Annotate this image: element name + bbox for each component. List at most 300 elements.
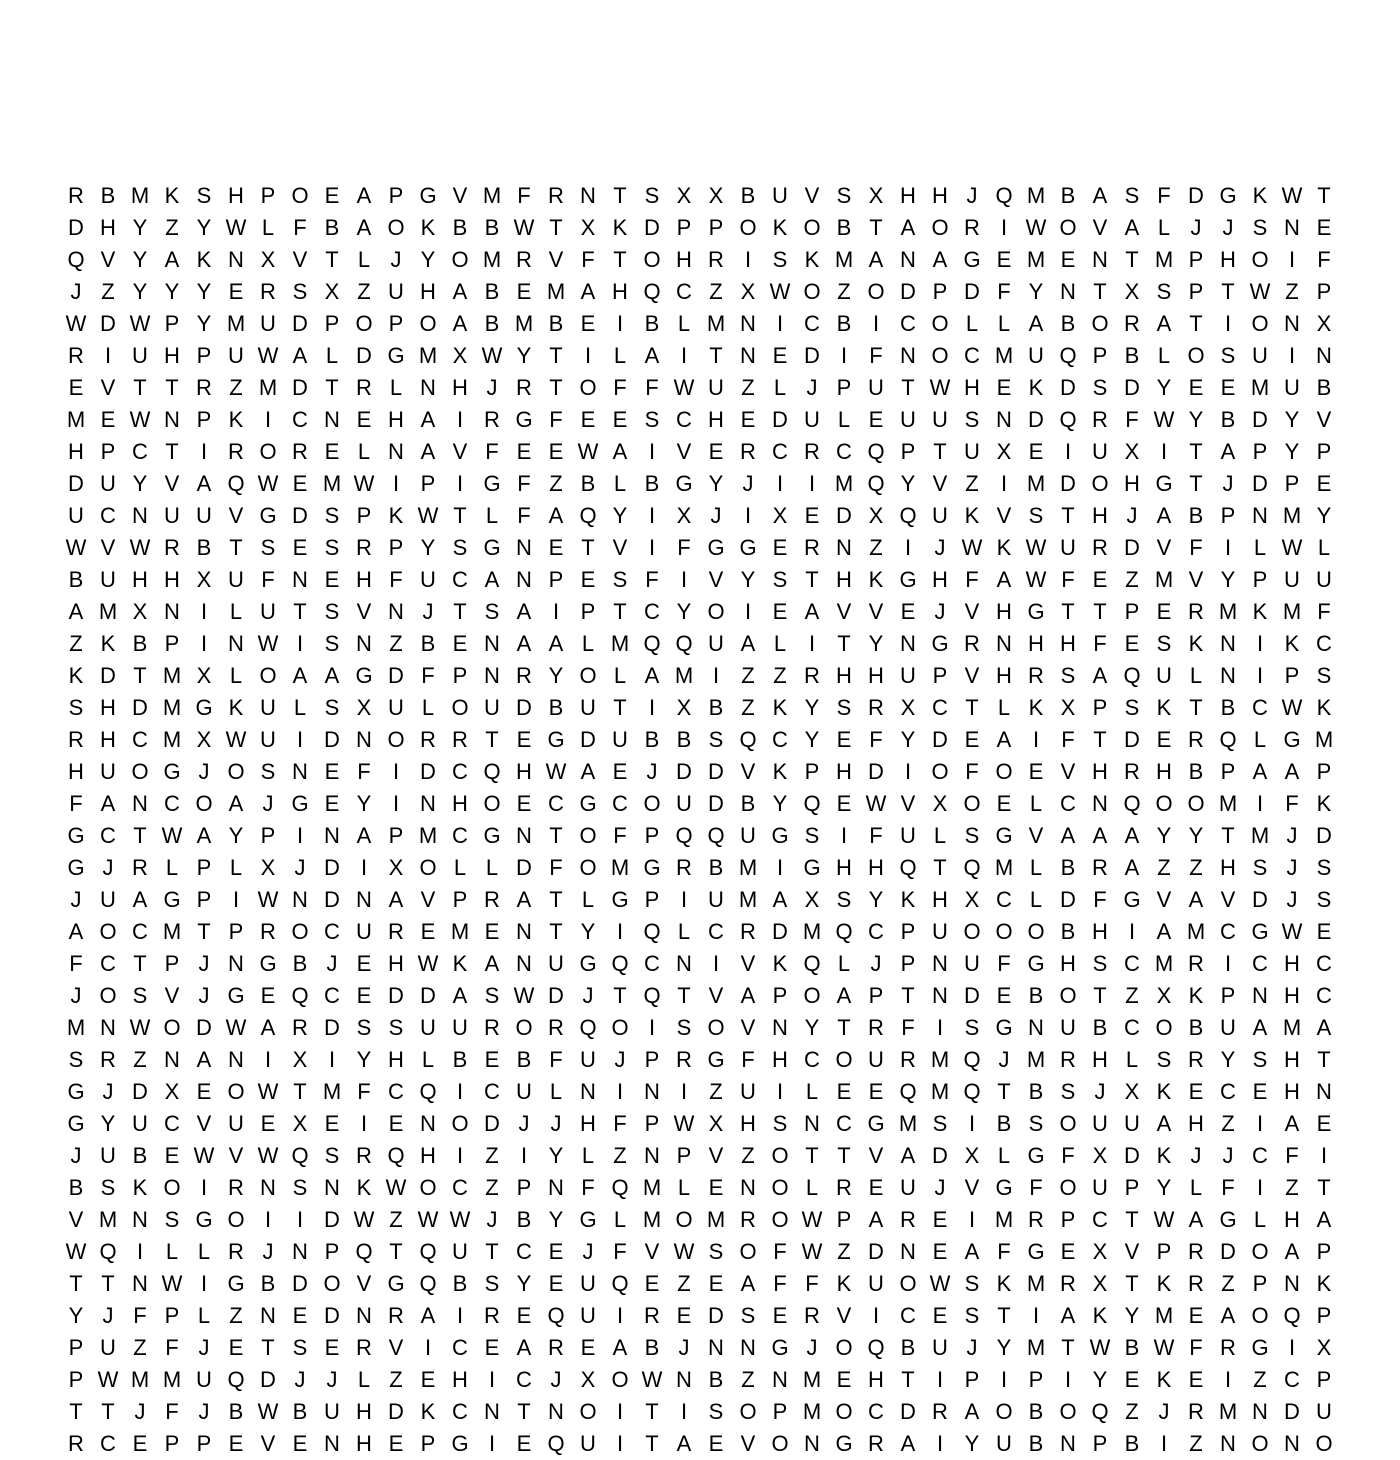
grid-cell[interactable]: U: [260, 695, 276, 720]
grid-cell[interactable]: U: [164, 503, 180, 528]
grid-cell[interactable]: P: [388, 183, 404, 208]
grid-cell[interactable]: J: [1126, 503, 1138, 528]
grid-cell[interactable]: W: [801, 1207, 823, 1232]
grid-cell[interactable]: K: [1156, 1079, 1172, 1104]
grid-cell[interactable]: I: [712, 663, 720, 688]
grid-cell[interactable]: O: [131, 759, 149, 784]
grid-cell[interactable]: P: [932, 663, 948, 688]
grid-cell[interactable]: N: [516, 535, 532, 560]
grid-cell[interactable]: L: [581, 1143, 595, 1168]
grid-cell[interactable]: A: [388, 887, 404, 912]
grid-cell[interactable]: C: [452, 759, 468, 784]
grid-cell[interactable]: E: [452, 631, 468, 656]
grid-cell[interactable]: M: [514, 311, 534, 336]
grid-cell[interactable]: J: [390, 247, 402, 272]
grid-cell[interactable]: B: [644, 471, 660, 496]
grid-cell[interactable]: N: [900, 631, 916, 656]
grid-cell[interactable]: D: [324, 1303, 340, 1328]
grid-cell[interactable]: N: [1252, 503, 1268, 528]
grid-cell[interactable]: O: [451, 1111, 469, 1136]
grid-cell[interactable]: M: [642, 1175, 662, 1200]
grid-cell[interactable]: J: [1190, 1143, 1202, 1168]
grid-cell[interactable]: A: [356, 215, 372, 240]
grid-cell[interactable]: Z: [133, 1047, 147, 1072]
grid-cell[interactable]: N: [228, 631, 244, 656]
grid-cell[interactable]: P: [868, 983, 884, 1008]
grid-cell[interactable]: S: [324, 631, 340, 656]
grid-cell[interactable]: F: [1093, 887, 1107, 912]
grid-cell[interactable]: A: [740, 631, 756, 656]
grid-cell[interactable]: M: [482, 183, 502, 208]
grid-cell[interactable]: A: [196, 471, 212, 496]
grid-cell[interactable]: P: [1092, 343, 1108, 368]
grid-cell[interactable]: B: [1028, 1399, 1044, 1424]
grid-cell[interactable]: E: [100, 407, 116, 432]
grid-cell[interactable]: B: [1028, 983, 1044, 1008]
grid-cell[interactable]: O: [579, 375, 597, 400]
grid-cell[interactable]: O: [643, 247, 661, 272]
grid-cell[interactable]: F: [1061, 567, 1075, 592]
grid-cell[interactable]: Y: [900, 471, 916, 496]
grid-cell[interactable]: F: [1093, 631, 1107, 656]
grid-cell[interactable]: N: [484, 663, 500, 688]
grid-cell[interactable]: N: [1284, 1271, 1300, 1296]
grid-cell[interactable]: I: [392, 759, 400, 784]
grid-cell[interactable]: D: [420, 983, 436, 1008]
grid-cell[interactable]: G: [451, 1431, 469, 1456]
grid-cell[interactable]: J: [1286, 887, 1298, 912]
grid-cell[interactable]: Q: [803, 951, 821, 976]
grid-cell[interactable]: P: [900, 951, 916, 976]
grid-cell[interactable]: S: [1124, 695, 1140, 720]
grid-cell[interactable]: L: [1029, 855, 1043, 880]
grid-cell[interactable]: E: [516, 1303, 532, 1328]
grid-cell[interactable]: C: [100, 951, 116, 976]
grid-cell[interactable]: M: [834, 247, 854, 272]
grid-cell[interactable]: E: [932, 1239, 948, 1264]
grid-cell[interactable]: A: [516, 1335, 532, 1360]
grid-cell[interactable]: I: [1064, 1367, 1072, 1392]
grid-cell[interactable]: L: [1125, 1047, 1139, 1072]
grid-cell[interactable]: A: [996, 567, 1012, 592]
grid-cell[interactable]: V: [164, 471, 180, 496]
grid-cell[interactable]: T: [1221, 823, 1235, 848]
grid-cell[interactable]: D: [1028, 407, 1044, 432]
grid-cell[interactable]: S: [1252, 215, 1268, 240]
grid-cell[interactable]: J: [1286, 855, 1298, 880]
grid-cell[interactable]: O: [931, 759, 949, 784]
grid-cell[interactable]: U: [676, 791, 692, 816]
grid-cell[interactable]: I: [296, 823, 304, 848]
grid-cell[interactable]: H: [388, 407, 404, 432]
grid-cell[interactable]: I: [264, 1047, 272, 1072]
grid-cell[interactable]: H: [932, 183, 948, 208]
grid-cell[interactable]: M: [610, 631, 630, 656]
grid-cell[interactable]: T: [1125, 1207, 1139, 1232]
grid-cell[interactable]: T: [293, 599, 307, 624]
grid-cell[interactable]: P: [644, 887, 660, 912]
grid-cell[interactable]: I: [1000, 215, 1008, 240]
grid-cell[interactable]: A: [548, 631, 564, 656]
grid-cell[interactable]: A: [740, 983, 756, 1008]
grid-cell[interactable]: W: [1281, 535, 1303, 560]
grid-cell[interactable]: H: [580, 1111, 596, 1136]
grid-cell[interactable]: B: [548, 311, 564, 336]
grid-cell[interactable]: B: [484, 215, 500, 240]
grid-cell[interactable]: O: [1155, 791, 1173, 816]
grid-cell[interactable]: R: [420, 727, 436, 752]
grid-cell[interactable]: S: [324, 599, 340, 624]
grid-cell[interactable]: A: [324, 663, 340, 688]
grid-cell[interactable]: C: [836, 439, 852, 464]
grid-cell[interactable]: D: [1124, 375, 1140, 400]
grid-cell[interactable]: N: [1092, 791, 1108, 816]
grid-cell[interactable]: E: [740, 407, 756, 432]
grid-cell[interactable]: H: [452, 375, 468, 400]
grid-cell[interactable]: E: [1316, 1111, 1332, 1136]
grid-cell[interactable]: H: [420, 1143, 436, 1168]
grid-cell[interactable]: I: [840, 343, 848, 368]
grid-cell[interactable]: U: [900, 663, 916, 688]
grid-cell[interactable]: K: [132, 1175, 148, 1200]
grid-cell[interactable]: N: [292, 759, 308, 784]
grid-cell[interactable]: G: [547, 727, 565, 752]
grid-cell[interactable]: Z: [165, 215, 179, 240]
grid-cell[interactable]: S: [964, 1271, 980, 1296]
grid-cell[interactable]: W: [97, 1367, 119, 1392]
grid-cell[interactable]: B: [708, 855, 724, 880]
grid-cell[interactable]: T: [1317, 183, 1331, 208]
grid-cell[interactable]: T: [133, 951, 147, 976]
grid-cell[interactable]: F: [613, 823, 627, 848]
grid-cell[interactable]: Q: [867, 439, 885, 464]
grid-cell[interactable]: H: [68, 439, 84, 464]
grid-cell[interactable]: R: [356, 535, 372, 560]
grid-cell[interactable]: H: [1188, 1111, 1204, 1136]
grid-cell[interactable]: I: [776, 1079, 784, 1104]
grid-cell[interactable]: A: [164, 247, 180, 272]
grid-cell[interactable]: P: [1188, 279, 1204, 304]
grid-cell[interactable]: O: [771, 1207, 789, 1232]
grid-cell[interactable]: L: [933, 823, 947, 848]
grid-cell[interactable]: G: [227, 983, 245, 1008]
grid-cell[interactable]: S: [260, 759, 276, 784]
grid-cell[interactable]: F: [1061, 727, 1075, 752]
grid-cell[interactable]: R: [740, 919, 756, 944]
grid-cell[interactable]: X: [292, 1111, 308, 1136]
grid-cell[interactable]: N: [484, 1399, 500, 1424]
grid-cell[interactable]: U: [260, 311, 276, 336]
grid-cell[interactable]: R: [548, 1015, 564, 1040]
grid-cell[interactable]: G: [291, 791, 309, 816]
grid-cell[interactable]: I: [456, 1303, 464, 1328]
grid-cell[interactable]: K: [996, 1271, 1012, 1296]
grid-cell[interactable]: C: [1220, 919, 1236, 944]
grid-cell[interactable]: O: [1251, 1239, 1269, 1264]
grid-cell[interactable]: P: [388, 311, 404, 336]
grid-cell[interactable]: Q: [1059, 343, 1077, 368]
grid-cell[interactable]: E: [1060, 247, 1076, 272]
grid-cell[interactable]: D: [324, 855, 340, 880]
grid-cell[interactable]: O: [323, 1271, 341, 1296]
grid-cell[interactable]: O: [803, 279, 821, 304]
grid-cell[interactable]: E: [292, 1303, 308, 1328]
grid-cell[interactable]: W: [1281, 919, 1303, 944]
grid-cell[interactable]: S: [1092, 951, 1108, 976]
grid-cell[interactable]: G: [707, 535, 725, 560]
grid-cell[interactable]: P: [1092, 1431, 1108, 1456]
grid-cell[interactable]: Z: [1125, 1399, 1139, 1424]
grid-cell[interactable]: A: [1092, 663, 1108, 688]
grid-cell[interactable]: S: [1316, 887, 1332, 912]
grid-cell[interactable]: X: [1124, 439, 1140, 464]
grid-cell[interactable]: W: [1025, 215, 1047, 240]
grid-cell[interactable]: V: [164, 983, 180, 1008]
grid-cell[interactable]: D: [900, 279, 916, 304]
grid-cell[interactable]: J: [198, 951, 210, 976]
grid-cell[interactable]: K: [1092, 1303, 1108, 1328]
grid-cell[interactable]: F: [357, 1079, 371, 1104]
grid-cell[interactable]: E: [1156, 599, 1172, 624]
grid-cell[interactable]: K: [1316, 791, 1332, 816]
grid-cell[interactable]: F: [613, 1239, 627, 1264]
grid-cell[interactable]: J: [102, 1303, 114, 1328]
grid-cell[interactable]: M: [1282, 599, 1302, 624]
grid-cell[interactable]: O: [483, 791, 501, 816]
grid-cell[interactable]: D: [196, 1015, 212, 1040]
grid-cell[interactable]: G: [1027, 1239, 1045, 1264]
grid-cell[interactable]: R: [164, 535, 180, 560]
grid-cell[interactable]: Y: [132, 471, 148, 496]
grid-cell[interactable]: O: [291, 183, 309, 208]
grid-cell[interactable]: S: [68, 695, 84, 720]
grid-cell[interactable]: B: [644, 311, 660, 336]
grid-cell[interactable]: G: [1155, 471, 1173, 496]
grid-cell[interactable]: E: [996, 983, 1012, 1008]
grid-cell[interactable]: H: [388, 951, 404, 976]
grid-cell[interactable]: Y: [964, 1431, 980, 1456]
grid-cell[interactable]: U: [260, 599, 276, 624]
grid-cell[interactable]: N: [932, 951, 948, 976]
grid-cell[interactable]: I: [776, 311, 784, 336]
grid-cell[interactable]: S: [292, 279, 308, 304]
grid-cell[interactable]: V: [708, 983, 724, 1008]
grid-cell[interactable]: K: [164, 183, 180, 208]
grid-cell[interactable]: U: [580, 1303, 596, 1328]
grid-cell[interactable]: E: [292, 535, 308, 560]
grid-cell[interactable]: T: [101, 1271, 115, 1296]
grid-cell[interactable]: D: [1124, 727, 1140, 752]
grid-cell[interactable]: F: [773, 1239, 787, 1264]
grid-cell[interactable]: I: [616, 311, 624, 336]
grid-cell[interactable]: F: [517, 471, 531, 496]
grid-cell[interactable]: M: [674, 663, 694, 688]
grid-cell[interactable]: X: [964, 887, 980, 912]
grid-cell[interactable]: N: [516, 951, 532, 976]
grid-cell[interactable]: C: [1124, 951, 1140, 976]
grid-cell[interactable]: P: [1316, 1367, 1332, 1392]
grid-cell[interactable]: R: [388, 1303, 404, 1328]
grid-cell[interactable]: S: [164, 1207, 180, 1232]
grid-cell[interactable]: O: [611, 1367, 629, 1392]
grid-cell[interactable]: A: [132, 887, 148, 912]
grid-cell[interactable]: E: [548, 535, 564, 560]
grid-cell[interactable]: U: [1284, 567, 1300, 592]
grid-cell[interactable]: Q: [899, 503, 917, 528]
grid-cell[interactable]: Z: [613, 1143, 627, 1168]
grid-cell[interactable]: R: [1188, 1047, 1204, 1072]
grid-cell[interactable]: H: [1092, 1047, 1108, 1072]
grid-cell[interactable]: J: [582, 983, 594, 1008]
grid-cell[interactable]: F: [613, 1111, 627, 1136]
grid-cell[interactable]: Z: [1189, 855, 1203, 880]
grid-cell[interactable]: T: [133, 375, 147, 400]
grid-cell[interactable]: F: [997, 1239, 1011, 1264]
grid-cell[interactable]: K: [1188, 631, 1204, 656]
grid-cell[interactable]: E: [868, 1175, 884, 1200]
grid-cell[interactable]: H: [900, 183, 916, 208]
grid-cell[interactable]: C: [132, 727, 148, 752]
grid-cell[interactable]: M: [98, 1207, 118, 1232]
grid-cell[interactable]: Y: [804, 727, 820, 752]
grid-cell[interactable]: O: [995, 1399, 1013, 1424]
grid-cell[interactable]: E: [516, 791, 532, 816]
grid-cell[interactable]: V: [740, 1015, 756, 1040]
grid-cell[interactable]: Q: [611, 1175, 629, 1200]
grid-cell[interactable]: N: [676, 951, 692, 976]
grid-cell[interactable]: O: [259, 663, 277, 688]
grid-cell[interactable]: O: [579, 855, 597, 880]
grid-cell[interactable]: I: [936, 1431, 944, 1456]
grid-cell[interactable]: K: [1156, 1271, 1172, 1296]
grid-cell[interactable]: C: [1284, 1367, 1300, 1392]
grid-cell[interactable]: H: [356, 567, 372, 592]
grid-cell[interactable]: V: [292, 247, 308, 272]
grid-cell[interactable]: A: [1220, 439, 1236, 464]
grid-cell[interactable]: R: [452, 727, 468, 752]
grid-cell[interactable]: D: [1284, 1399, 1300, 1424]
grid-cell[interactable]: M: [482, 247, 502, 272]
grid-cell[interactable]: Y: [420, 535, 436, 560]
grid-cell[interactable]: V: [1156, 535, 1172, 560]
grid-cell[interactable]: F: [645, 567, 659, 592]
grid-cell[interactable]: Y: [100, 1111, 116, 1136]
grid-cell[interactable]: N: [1028, 1015, 1044, 1040]
grid-cell[interactable]: S: [452, 535, 468, 560]
grid-cell[interactable]: X: [260, 247, 276, 272]
grid-cell[interactable]: C: [644, 951, 660, 976]
grid-cell[interactable]: N: [708, 1335, 724, 1360]
grid-cell[interactable]: N: [228, 951, 244, 976]
grid-cell[interactable]: P: [100, 439, 116, 464]
grid-cell[interactable]: O: [1187, 343, 1205, 368]
grid-cell[interactable]: X: [1092, 1143, 1108, 1168]
grid-cell[interactable]: C: [388, 1079, 404, 1104]
grid-cell[interactable]: L: [1189, 1175, 1203, 1200]
grid-cell[interactable]: Y: [900, 727, 916, 752]
grid-cell[interactable]: V: [420, 887, 436, 912]
grid-cell[interactable]: K: [964, 503, 980, 528]
grid-cell[interactable]: T: [325, 375, 339, 400]
grid-cell[interactable]: Z: [357, 279, 371, 304]
grid-cell[interactable]: S: [676, 1015, 692, 1040]
grid-cell[interactable]: I: [840, 823, 848, 848]
grid-cell[interactable]: H: [1284, 951, 1300, 976]
grid-cell[interactable]: T: [165, 375, 179, 400]
grid-cell[interactable]: G: [1027, 599, 1045, 624]
grid-cell[interactable]: J: [934, 1175, 946, 1200]
grid-cell[interactable]: N: [356, 1303, 372, 1328]
grid-cell[interactable]: I: [1032, 1303, 1040, 1328]
grid-cell[interactable]: K: [900, 887, 916, 912]
grid-cell[interactable]: O: [1059, 1111, 1077, 1136]
grid-cell[interactable]: Z: [965, 471, 979, 496]
grid-cell[interactable]: Y: [868, 887, 884, 912]
grid-cell[interactable]: Q: [739, 727, 757, 752]
grid-cell[interactable]: C: [932, 695, 948, 720]
grid-cell[interactable]: W: [673, 1111, 695, 1136]
grid-cell[interactable]: Z: [1189, 1431, 1203, 1456]
grid-cell[interactable]: V: [228, 503, 244, 528]
grid-cell[interactable]: O: [515, 1015, 533, 1040]
grid-cell[interactable]: K: [452, 951, 468, 976]
grid-cell[interactable]: N: [740, 1335, 756, 1360]
grid-cell[interactable]: A: [1028, 311, 1044, 336]
grid-cell[interactable]: D: [1220, 1239, 1236, 1264]
grid-cell[interactable]: I: [200, 1271, 208, 1296]
grid-cell[interactable]: E: [324, 1111, 340, 1136]
grid-cell[interactable]: S: [932, 1111, 948, 1136]
grid-cell[interactable]: M: [738, 887, 758, 912]
grid-cell[interactable]: I: [200, 1175, 208, 1200]
grid-cell[interactable]: P: [1252, 439, 1268, 464]
grid-cell[interactable]: R: [964, 215, 980, 240]
grid-cell[interactable]: N: [132, 1207, 148, 1232]
grid-cell[interactable]: S: [388, 1015, 404, 1040]
grid-cell[interactable]: G: [195, 1207, 213, 1232]
grid-cell[interactable]: E: [1188, 1079, 1204, 1104]
grid-cell[interactable]: K: [1316, 1271, 1332, 1296]
grid-cell[interactable]: C: [1252, 1143, 1268, 1168]
grid-cell[interactable]: O: [291, 919, 309, 944]
grid-cell[interactable]: J: [1222, 215, 1234, 240]
grid-cell[interactable]: S: [708, 1239, 724, 1264]
grid-cell[interactable]: A: [452, 279, 468, 304]
grid-cell[interactable]: E: [1124, 1367, 1140, 1392]
grid-cell[interactable]: A: [1220, 1303, 1236, 1328]
grid-cell[interactable]: R: [516, 247, 532, 272]
grid-cell[interactable]: O: [99, 919, 117, 944]
grid-cell[interactable]: W: [673, 1239, 695, 1264]
grid-cell[interactable]: L: [677, 919, 691, 944]
grid-cell[interactable]: G: [483, 471, 501, 496]
grid-cell[interactable]: N: [356, 727, 372, 752]
grid-cell[interactable]: T: [709, 343, 723, 368]
grid-cell[interactable]: Y: [196, 311, 212, 336]
grid-cell[interactable]: I: [104, 343, 112, 368]
grid-cell[interactable]: Z: [69, 631, 83, 656]
grid-cell[interactable]: D: [772, 919, 788, 944]
grid-cell[interactable]: G: [771, 823, 789, 848]
grid-cell[interactable]: P: [388, 823, 404, 848]
grid-cell[interactable]: S: [1220, 343, 1236, 368]
grid-cell[interactable]: W: [481, 343, 503, 368]
grid-cell[interactable]: S: [1156, 631, 1172, 656]
grid-cell[interactable]: B: [708, 695, 724, 720]
grid-cell[interactable]: W: [257, 343, 279, 368]
grid-cell[interactable]: W: [65, 311, 87, 336]
grid-cell[interactable]: S: [260, 535, 276, 560]
